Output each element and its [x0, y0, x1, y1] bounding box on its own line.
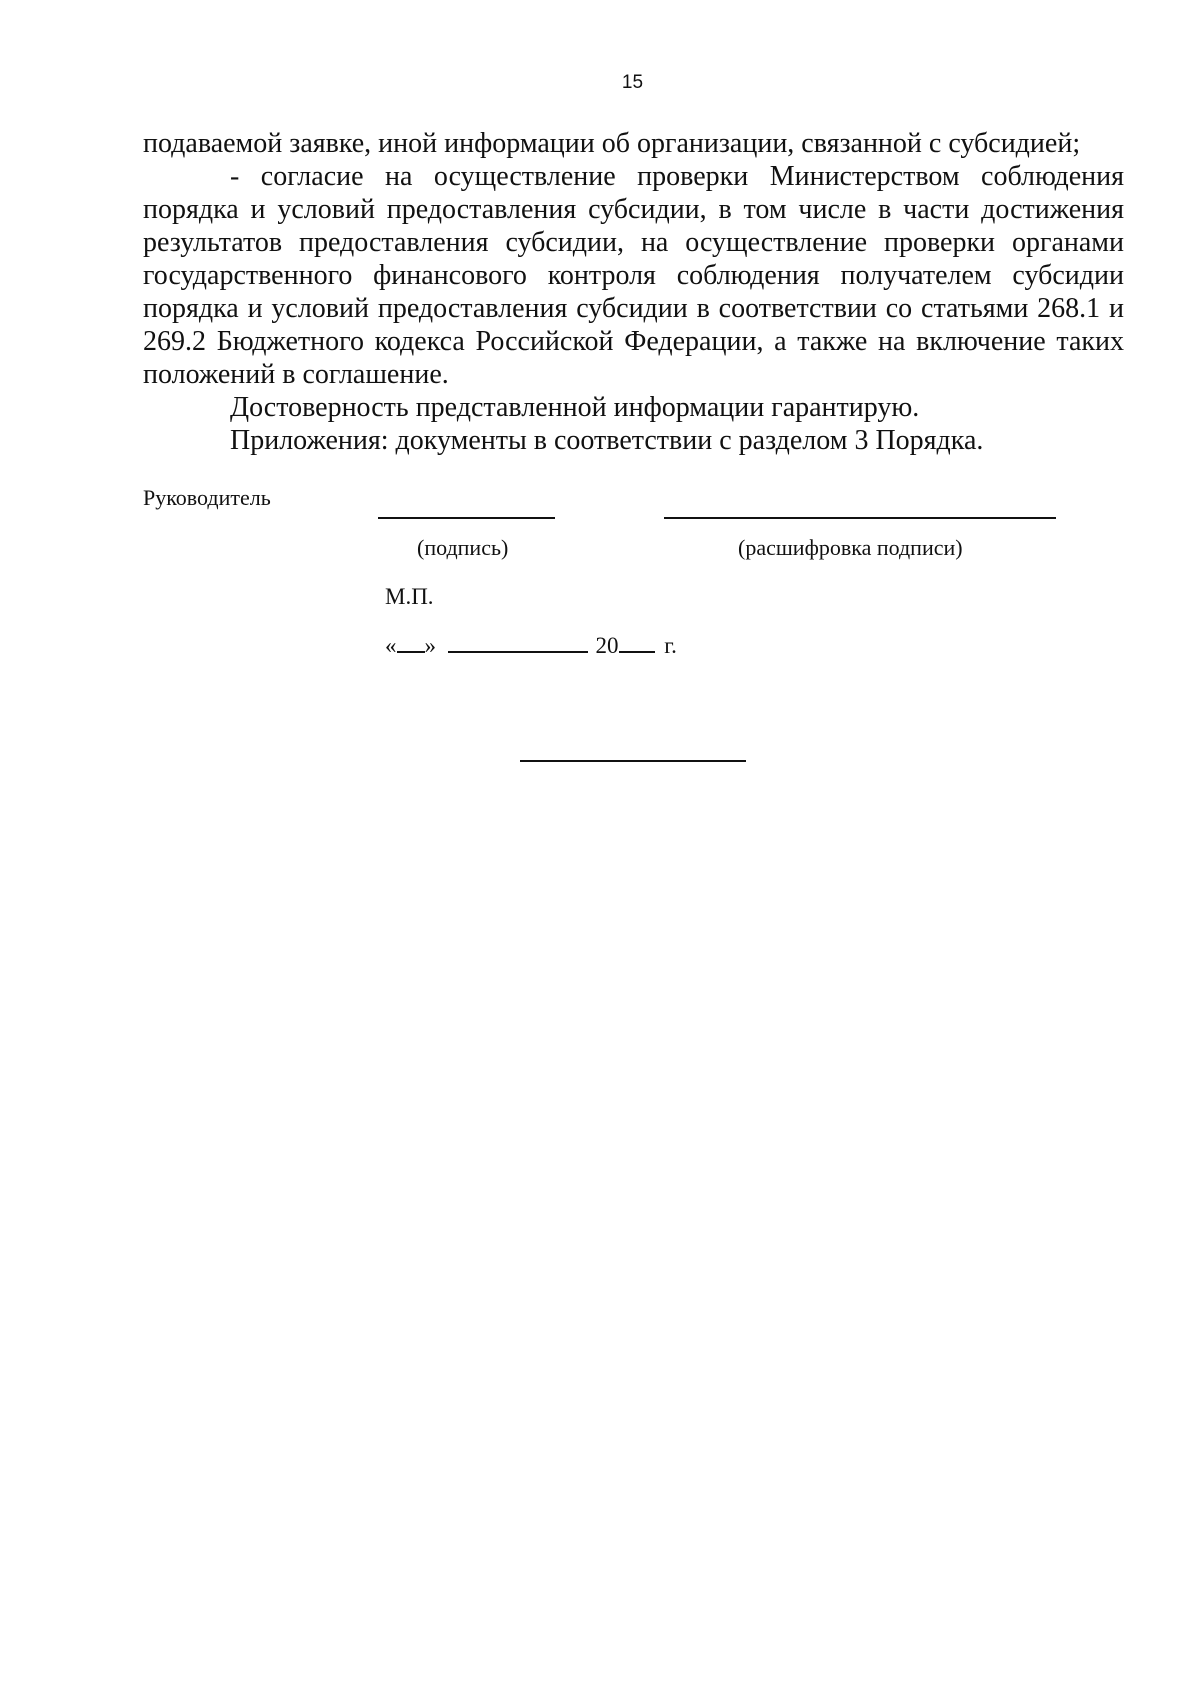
page-number: 15 — [621, 72, 644, 93]
date-suffix: г. — [664, 633, 677, 658]
seal-mark: М.П. — [385, 584, 434, 609]
paragraph-reliability: Достоверность представленной информации гарантирую. — [230, 392, 920, 423]
date-close-quote: » — [424, 633, 436, 658]
document-body — [143, 127, 1124, 457]
end-separator-line — [520, 760, 746, 762]
signature-decoding-line — [664, 517, 1056, 519]
signature-decoding-caption: (расшифровка подписи) — [738, 535, 963, 560]
date-day-blank — [397, 633, 425, 653]
date-row — [385, 633, 677, 659]
signature-caption: (подпись) — [417, 535, 509, 560]
date-year-blank — [619, 633, 655, 653]
paragraph-attachments: Приложения: документы в соответствии с разделом 3 Порядка. — [230, 425, 984, 456]
date-month-blank — [448, 633, 588, 653]
date-year-prefix: 20 — [595, 633, 619, 658]
signatory-role: Руководитель — [143, 485, 271, 510]
paragraph-consent: - согласие на осуществление проверки Министерством соблюдения порядка и условий предоставления субсидии, в том числе в части достижения результатов предоставления субсидии, на осуществление проверки органами государственного финансового контроля соблюдения получателем субсидии порядка и условий предоставления субсидии в соответствии со статьями 268.1 и 269.2 Бюджетного кодекса Российской Федерации, а также на включение таких положений в соглашение. — [143, 161, 1124, 390]
signature-line — [378, 517, 555, 519]
paragraph-continuation: подаваемой заявке, иной информации об организации, связанной с субсидией; — [143, 128, 1081, 159]
date-open-quote: « — [385, 633, 397, 658]
